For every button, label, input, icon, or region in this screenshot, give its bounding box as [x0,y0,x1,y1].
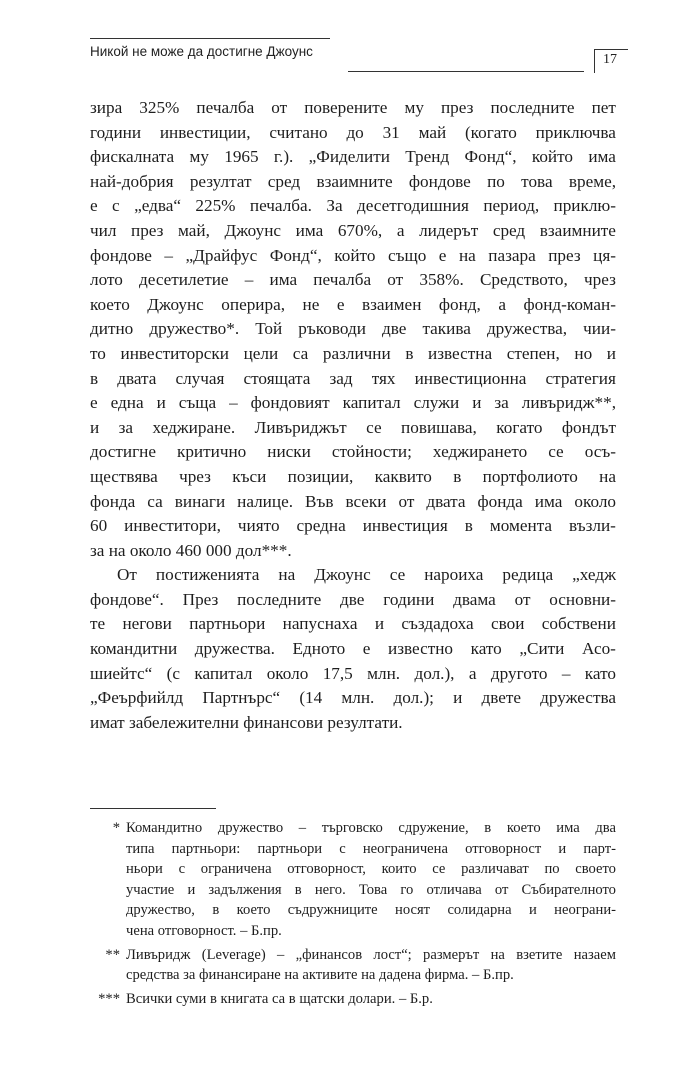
body-line: най-добрия резултат сред взаимните фондове по това време, [90,171,616,191]
footnote-line: типа партньори: партньори с неограничена отговорност и парт- [126,840,616,857]
body-line: години инвестиции, считано до 31 май (когато приключва [90,122,616,142]
footnote-line: Ливъридж (Leverage) – „финансов лост“; размерът на взетите назаем [126,946,616,963]
footnotes [90,818,616,1012]
body-line: От постиженията на Джоунс се нароиха редица „хедж [117,565,616,585]
footnote-mark: * [112,820,120,836]
footnote-line: участие и задължения в него. Това го отличава от Събирателното [126,881,616,898]
footnote [90,945,616,986]
body-line: то инвеститорски цели са различни в известна степен, но и [90,343,616,363]
footnote-rule [90,808,216,809]
body-line: е с „едва“ 225% печалба. За десетгодишния период, приклю- [90,196,616,216]
running-title: Никой не може да достигне Джоунс [90,44,313,59]
body-line: и за хеджиране. Ливъриджът се повишава, когато фондът [90,417,616,437]
page-number-box [594,49,628,73]
body-line: достигне критично ниски стойности; хеджирането се осъ- [90,442,616,462]
footnote-line: дружество, в което съдружниците носят солидарна и неограни- [126,902,616,919]
body-line: фонда са винаги налице. Във всеки от двата фонда има около [90,491,616,511]
body-line: фискалната му 1965 г.). „Фиделити Тренд Фонд“, който има [90,147,616,167]
body-line: дитно дружество*. Той ръководи две такива дружества, чии- [90,319,616,339]
body-line: ществява чрез къси позиции, каквито в портфолиото на [90,466,616,486]
body-text [90,96,616,735]
body-line: лото десетилетие – има печалба от 358%. Средството, чрез [90,270,616,290]
body-line: фондове – „Драйфус Фонд“, който също е на пазара през ця- [90,245,616,265]
body-line: шиейтс“ (с капитал около 17,5 млн. дол.), а другото – като [90,663,616,683]
body-line: имат забележителни финансови резултати. [90,712,403,732]
body-line: е една и съща – фондовият капитал служи и за ливъридж**, [90,393,616,413]
header-bottom-rule [348,71,584,72]
footnote-line: чена отговорност. – Б.пр. [126,922,282,939]
header-top-rule [90,38,330,39]
footnote-line: Всички суми в книгата са в щатски долари. – Б.р. [126,990,433,1007]
body-line: фондове“. През последните две години двама от основни- [90,589,616,609]
body-line: 60 инвеститори, чиято средна инвестиция в момента възли- [90,516,616,536]
body-line: за на около 460 000 дол***. [90,540,292,560]
footnote-line: средства за финансиране на активите на дадена фирма. – Б.пр. [126,967,514,984]
footnote-mark: *** [98,990,120,1007]
footnote-line: Командитно дружество – търговско сдружение, в което има два [126,820,616,836]
footnote-line: ньори с ограничена отговорност, които се различават по своето [126,861,616,878]
body-line: в двата случая стоящата зад тях инвестиционна стратегия [90,368,616,388]
page-number: 17 [603,52,617,67]
footnote [90,989,616,1010]
body-line: те негови партньори напуснаха и създадоха свои собствени [90,614,616,634]
body-line: което Джоунс оперира, не е взаимен фонд, а фонд-коман- [90,294,616,314]
body-line: „Феърфийлд Партнърс“ (14 млн. дол.); и двете дружества [90,688,616,708]
body-line: командитни дружества. Едното е известно като „Сити Асо- [90,639,616,659]
body-line: чил през май, Джоунс има 670%, а лидерът сред взаимните [90,220,616,240]
running-header [90,38,628,74]
footnote-mark: ** [105,946,120,963]
footnote [90,818,616,942]
body-line: зира 325% печалба от поверените му през последните пет [90,98,616,117]
